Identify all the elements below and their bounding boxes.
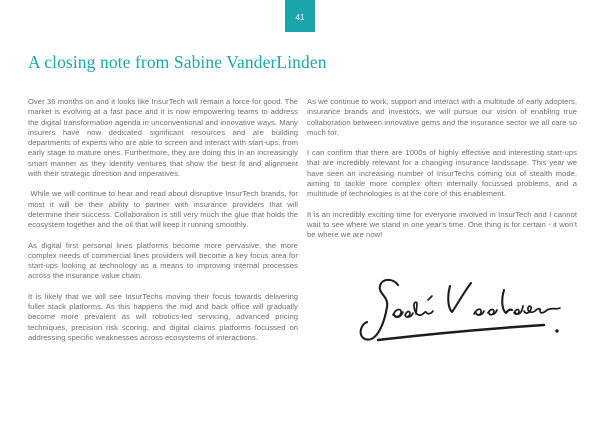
paragraph: It is an incredibly exciting time for everyone involved in InsurTech and I cannot wait to see where we stand in one year's time. One thing is for certain - it won't be where we are now! bbox=[307, 209, 577, 240]
paragraph: Over 36 months on and it looks like InsurTech will remain a force for good. The market is evolving at a fast pace and it is now empowering teams to address the digital transformation agenda in unconventional and innovative ways. Many insurers have now dedicated significant resources and are building departments of experts who are able to screen and interact with start-ups, from early stage to mature ones. Furthermore, they are doing this in an increasingly smart manner as they identify ventures that show the best fit and alignment with their strategic direction and imperatives. bbox=[28, 97, 298, 179]
signature-handwritten bbox=[338, 268, 578, 352]
paragraph: It is likely that we will see InsurTechs moving their focus towards delivering fuller stack platforms. As this happens the mid and back office will gradually become more prevalent as will robotics-led servicing, advanced pricing techniques, precision risk scoring, and digital claims platforms focussed on addressing specific weaknesses across ecosystems of interactions. bbox=[28, 291, 298, 342]
paragraph: As we continue to work, support and interact with a multitude of early adopters, insurance brands and investors, we will pursue our vision of enabling true collaboration between innovative gems and the insurance sector we all care so much for. bbox=[307, 97, 577, 137]
paragraph: I can confirm that there are 1000s of highly effective and interesting start-ups that are incredibly relevant for a changing insurance landscape. This year we have seen an increasing number of InsurTechs coming out of stealth mode, aiming to tackle more complex often internally focussed problems, and a multitude of technologies is at the core of this enablement. bbox=[307, 148, 577, 199]
left-column bbox=[28, 97, 298, 353]
paragraph: While we will continue to hear and read about disruptive InsurTech brands, for most it will be their ability to partner with insurance providers that will determine their success. Collaboration is still very much the glue that holds the ecosystem together and the oil that will keep it running smoothly. bbox=[28, 189, 298, 230]
signature-image bbox=[338, 268, 578, 352]
page-title: A closing note from Sabine VanderLinden bbox=[28, 52, 327, 72]
page-number-badge: 41 bbox=[285, 0, 315, 32]
paragraph: As digital first personal lines platforms become more pervasive, the more complex needs of commercial lines providers will become a key focus area for start-ups looking at technology as a means to improving internal processes across the insurance value chain. bbox=[28, 240, 298, 281]
signature-dot bbox=[555, 329, 558, 332]
